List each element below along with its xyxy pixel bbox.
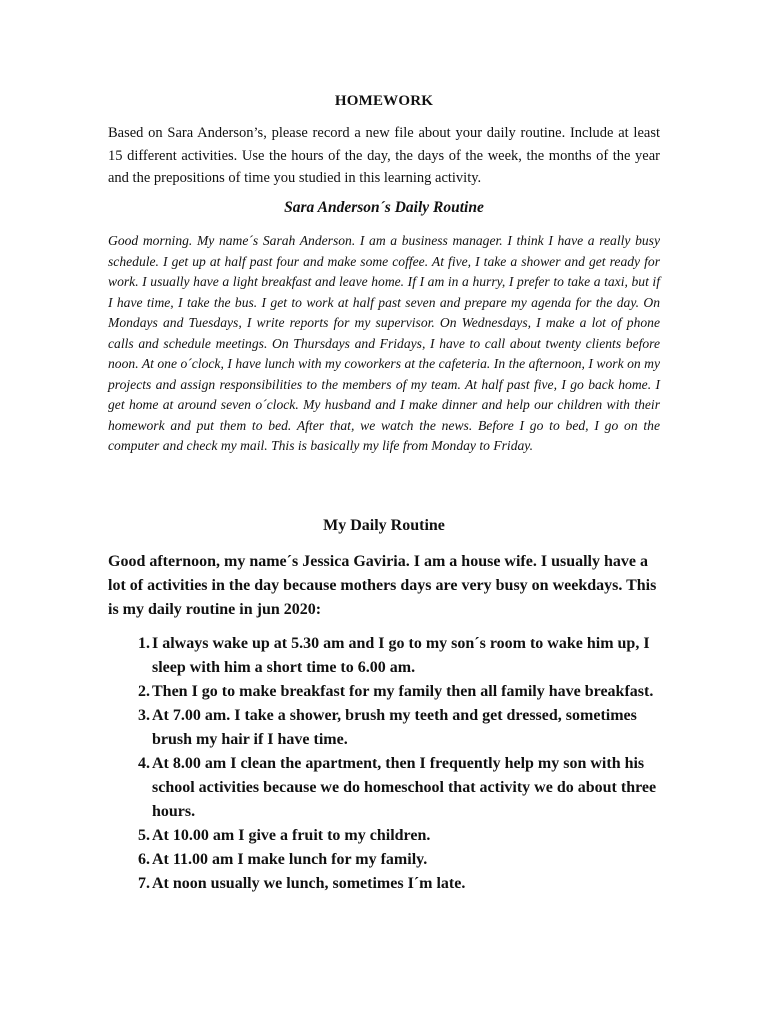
- list-item-number: 5.: [138, 827, 150, 844]
- list-item-text: At 8.00 am I clean the apartment, then I frequently help my son with his school activities because we do homeschool that activity we do about three hours.: [152, 755, 657, 820]
- list-item-text: Then I go to make breakfast for my family then all family have breakfast.: [152, 683, 654, 700]
- list-item: [108, 752, 668, 824]
- list-item-number: 3.: [138, 707, 150, 724]
- list-item-text: At 7.00 am. I take a shower, brush my teeth and get dressed, sometimes brush my hair if I have time.: [152, 707, 637, 748]
- list-item: [108, 872, 668, 896]
- page-title: HOMEWORK: [334, 93, 434, 109]
- list-item: [108, 680, 668, 704]
- list-item-text: At 10.00 am I give a fruit to my children.: [152, 827, 431, 844]
- list-item-text: At 11.00 am I make lunch for my family.: [152, 851, 428, 868]
- my-routine-intro: Good afternoon, my name´s Jessica Gaviria. I am a house wife. I usually have a lot of activities in the day because mothers days are very busy on weekdays. This is my daily routine in jun 2020:: [108, 553, 657, 618]
- instructions-paragraph: Based on Sara Anderson’s, please record a new file about your daily routine. Include at least 15 different activities. Use the hours of the day, the days of the week, the months of the year and the prepositions of time you studied in this learning activity.: [108, 125, 660, 186]
- list-item: [108, 704, 668, 752]
- routine-list: [108, 632, 668, 896]
- list-item-number: 2.: [138, 683, 150, 700]
- my-routine-title: My Daily Routine: [323, 517, 445, 534]
- list-item-number: 4.: [138, 755, 150, 772]
- list-item-text: I always wake up at 5.30 am and I go to my son´s room to wake him up, I sleep with him a short time to 6.00 am.: [152, 635, 650, 676]
- list-item-text: At noon usually we lunch, sometimes I´m late.: [152, 875, 466, 892]
- list-item: [108, 824, 668, 848]
- list-item: [108, 632, 668, 680]
- sara-routine-paragraph: Good morning. My name´s Sarah Anderson. I am a business manager. I think I have a really busy schedule. I get up at half past four and make some coffee. At five, I take a shower and get ready for work. I usually have a light breakfast and leave home. If I am in a hurry, I prefer to take a taxi, but if I have time, I take the bus. I get to work at half past seven and prepare my agenda for the day. On Mondays and Tuesdays, I write reports for my supervisor. On Wednesdays, I make a lot of phone calls and schedule meetings. On Thursdays and Fridays, I have to call about twenty clients before noon. At one o´clock, I have lunch with my coworkers at the cafeteria. In the afternoon, I work on my projects and assign responsibilities to the members of my team. At half past five, I go back home. I get home at around seven o´clock. My husband and I make dinner and help our children with their homework and put them to bed. After that, we watch the news. Before I go to bed, I go on the computer and check my mail. This is basically my life from Monday to Friday.: [108, 233, 660, 453]
- list-item: [108, 848, 668, 872]
- list-item-number: 6.: [138, 851, 150, 868]
- sara-routine-title: Sara Anderson´s Daily Routine: [284, 199, 484, 216]
- list-item-number: 1.: [138, 635, 150, 652]
- list-item-number: 7.: [138, 875, 150, 892]
